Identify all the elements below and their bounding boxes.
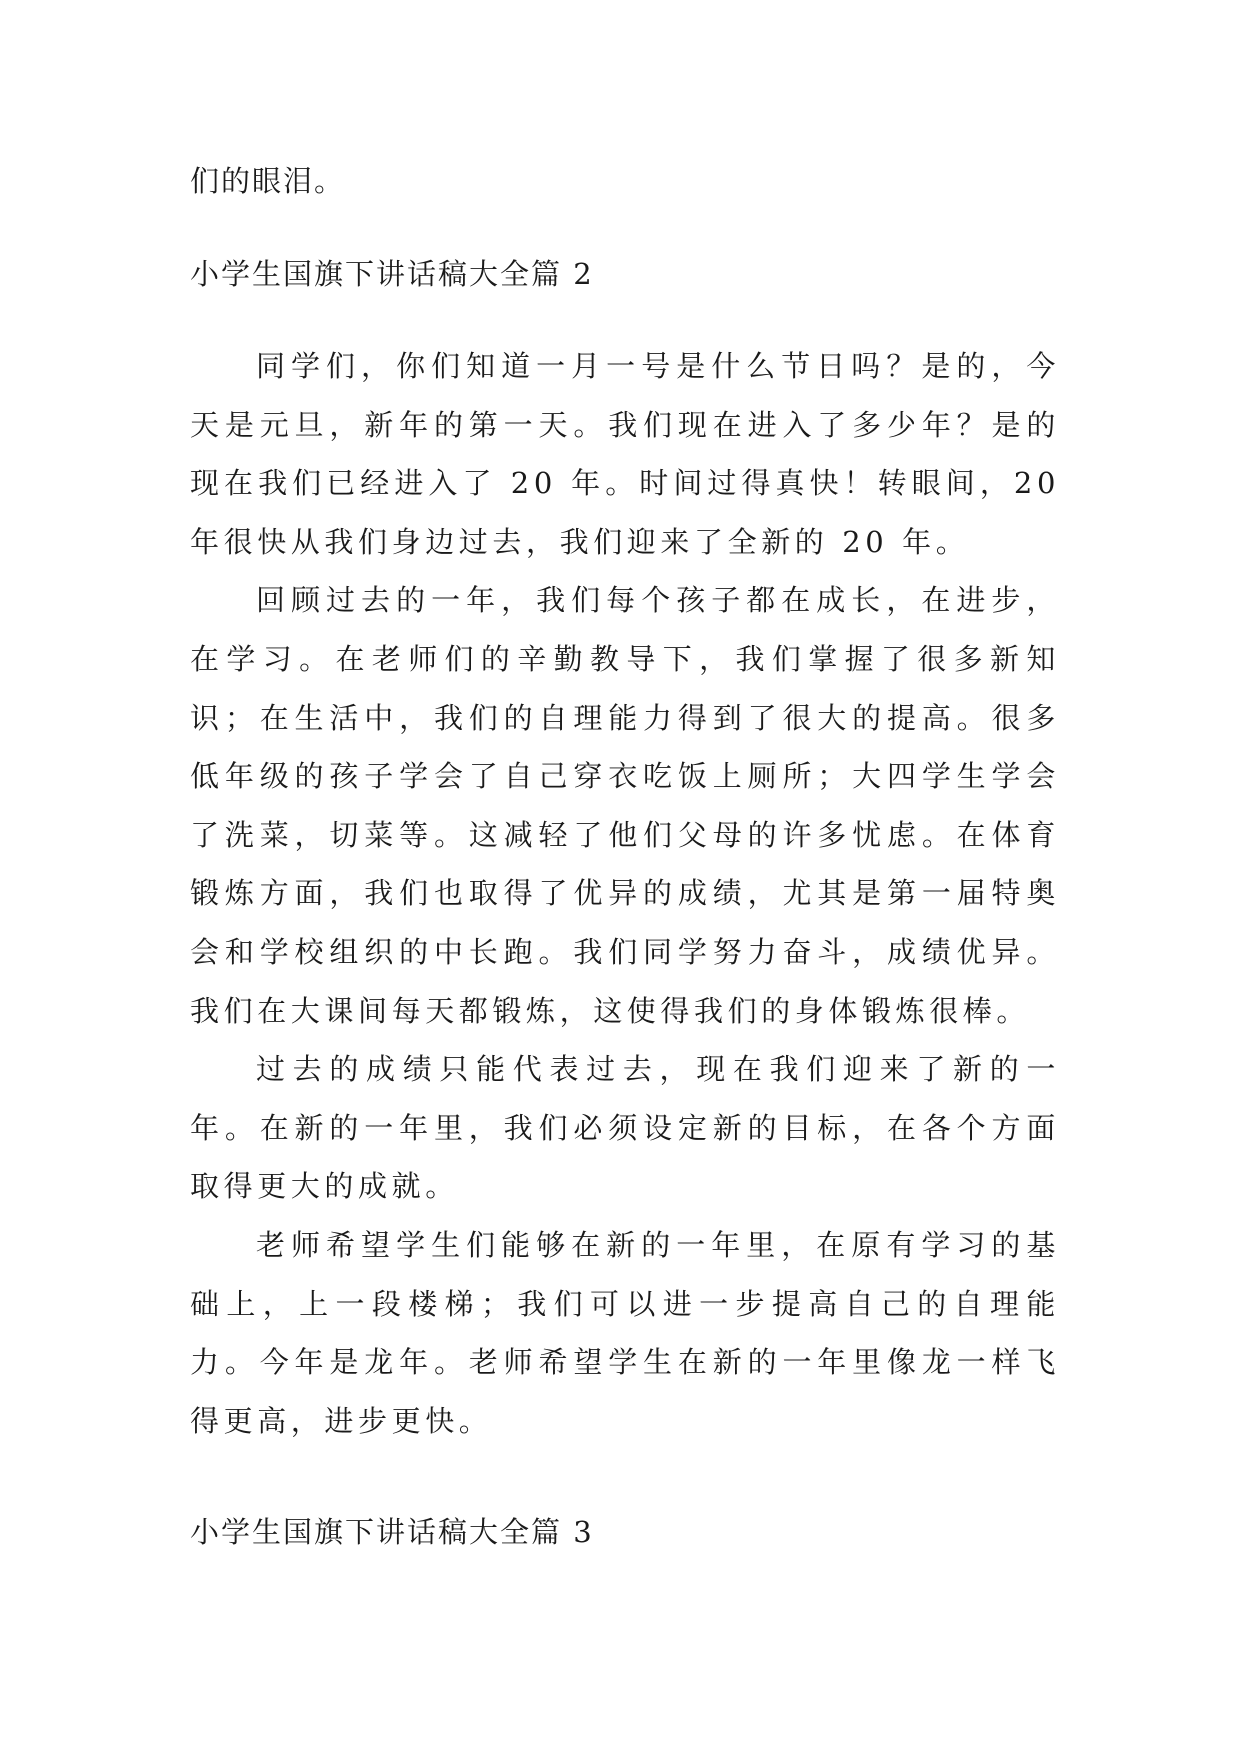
- section-2-body: [190, 337, 1060, 1450]
- section-3-title: 小学生国旗下讲话稿大全篇 3: [190, 1515, 594, 1549]
- continued-text-fragment: 们的眼泪。: [190, 164, 346, 198]
- paragraph-3: 过去的成绩只能代表过去，现在我们迎来了新的一年。在新的一年里，我们必须设定新的目标，在各个方面取得更大的成就。: [190, 1052, 1060, 1204]
- paragraph-1: 同学们，你们知道一月一号是什么节日吗？是的，今天是元旦，新年的第一天。我们现在进入了多少年？是的现在我们已经进入了 20 年。时间过得真快！转眼间，20 年很快从我们身边过去，我们迎来了全新的 20 年。: [190, 349, 1060, 559]
- paragraph-2: 回顾过去的一年，我们每个孩子都在成长，在进步，在学习。在老师们的辛勤教导下，我们掌握了很多新知识；在生活中，我们的自理能力得到了很大的提高。很多低年级的孩子学会了自己穿衣吃饭上厕所；大四学生学会了洗菜，切菜等。这减轻了他们父母的许多忧虑。在体育锻炼方面，我们也取得了优异的成绩，尤其是第一届特奥会和学校组织的中长跑。我们同学努力奋斗，成绩优异。我们在大课间每天都锻炼，这使得我们的身体锻炼很棒。: [190, 583, 1060, 1028]
- paragraph-4: 老师希望学生们能够在新的一年里，在原有学习的基础上，上一段楼梯；我们可以进一步提高自己的自理能力。今年是龙年。老师希望学生在新的一年里像龙一样飞得更高，进步更快。: [190, 1227, 1060, 1438]
- section-2-title: 小学生国旗下讲话稿大全篇 2: [190, 257, 594, 291]
